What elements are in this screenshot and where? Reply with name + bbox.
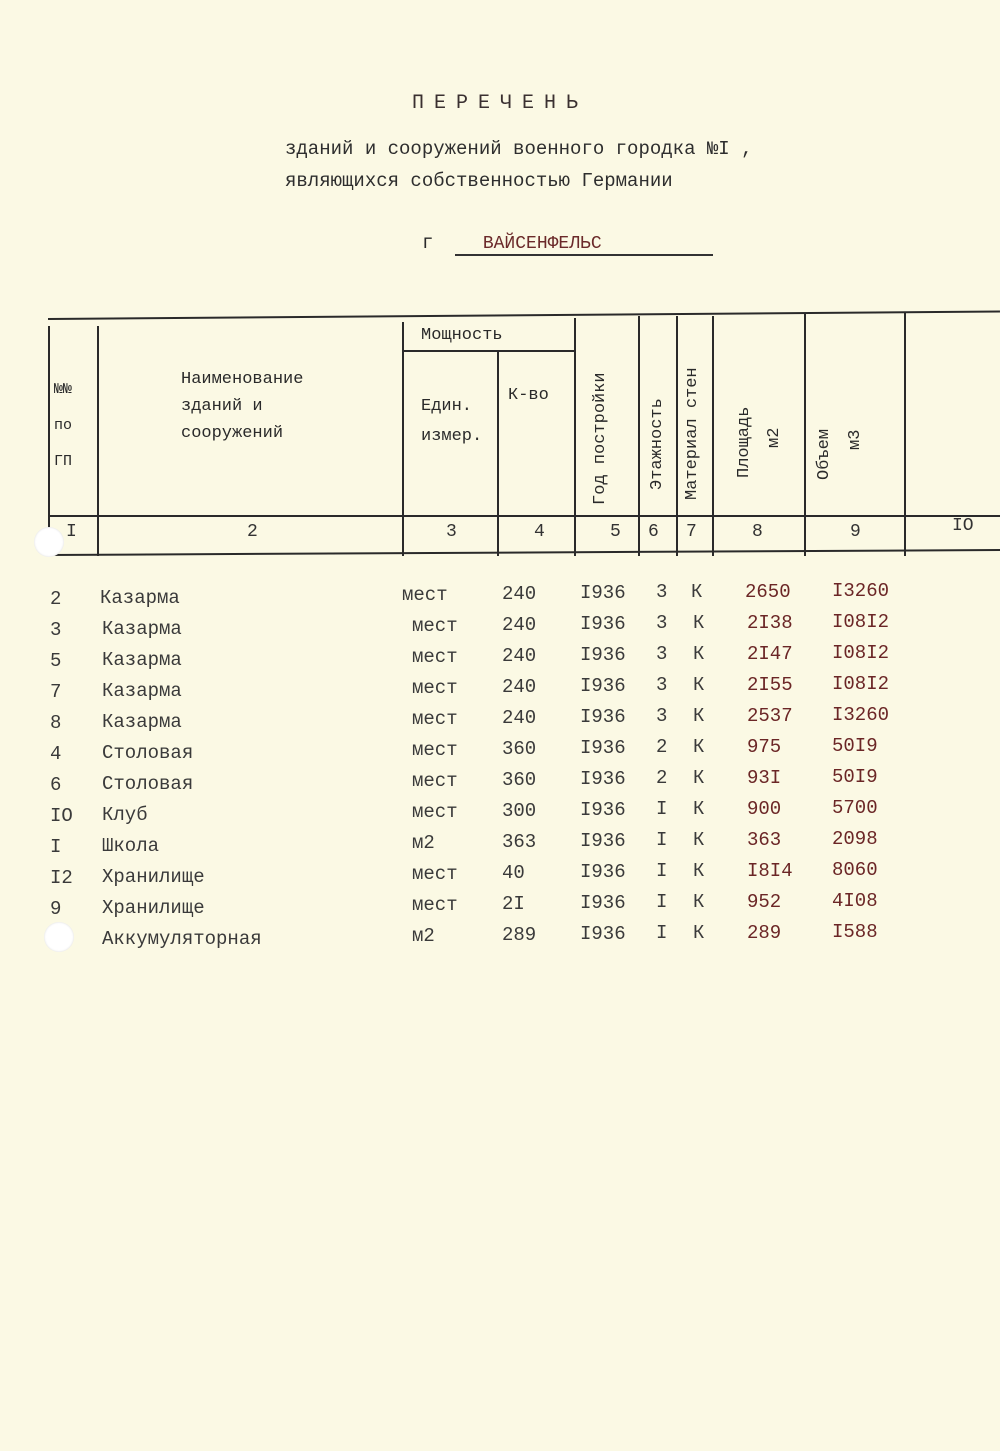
column-number: 2 (247, 522, 258, 542)
cell-unit: мест (412, 707, 458, 730)
cell-wall: К (693, 612, 705, 635)
header-year: Год постройки (591, 372, 610, 505)
column-number: 8 (752, 522, 763, 542)
header-volume-unit: м3 (846, 429, 865, 450)
cell-volume: 2098 (832, 827, 878, 850)
cell-area: 2650 (745, 580, 791, 603)
cell-unit: м2 (412, 924, 435, 947)
cell-area: 900 (747, 797, 782, 820)
cell-floors: I (656, 891, 668, 914)
header-unit: Един. измер. (421, 397, 483, 446)
cell-name: Казарма (102, 649, 182, 671)
header-area-unit: м2 (765, 427, 784, 448)
cell-wall: К (693, 860, 705, 883)
header-qty: К-во (508, 386, 549, 405)
cell-floors: 3 (656, 612, 668, 635)
cell-unit: мест (412, 893, 458, 916)
cell-floors: 3 (656, 643, 668, 666)
col-border-5 (638, 316, 640, 556)
capacity-divider (402, 350, 574, 352)
city-prefix: г (422, 232, 434, 254)
cell-area: 363 (747, 828, 782, 851)
cell-area: 2I55 (747, 673, 793, 696)
cell-name: Столовая (102, 773, 194, 795)
col-border-6 (676, 316, 678, 556)
cell-name: Казарма (102, 618, 182, 640)
cell-volume: I588 (832, 920, 878, 943)
cell-wall: К (693, 736, 705, 759)
cell-qty: 289 (502, 923, 537, 946)
cell-floors: I (656, 829, 668, 852)
header-name: Наименование зданий и сооружений (181, 370, 304, 443)
column-number: 9 (850, 522, 861, 542)
cell-qty: 2I (502, 892, 525, 915)
header-bottom-border (48, 515, 1000, 517)
cell-name: Школа (102, 835, 160, 857)
cell-no: 3 (50, 618, 62, 641)
cell-volume: 4I08 (832, 889, 878, 912)
cell-wall: К (693, 829, 705, 852)
col-border-4 (574, 318, 576, 556)
col-border-1 (97, 326, 99, 556)
cell-year: I936 (580, 737, 626, 760)
col-border-2 (402, 322, 404, 556)
cell-name: Хранилище (102, 897, 205, 919)
cell-unit: мест (412, 800, 458, 823)
cell-no: 2 (50, 587, 62, 610)
cell-volume: 50I9 (832, 734, 878, 757)
cell-area: 952 (747, 890, 782, 913)
cell-year: I936 (580, 892, 626, 915)
cell-volume: 5700 (832, 796, 878, 819)
header-capacity: Мощность (421, 326, 503, 345)
header-area-label: Площадь (735, 406, 754, 478)
cell-qty: 300 (502, 799, 537, 822)
cell-unit: мест (402, 583, 448, 606)
cell-volume: I08I2 (832, 610, 890, 633)
cell-unit: мест (412, 769, 458, 792)
header-floors: Этажность (648, 398, 667, 490)
cell-unit: мест (412, 862, 458, 885)
column-number: 3 (446, 522, 457, 542)
column-number: IO (952, 516, 974, 536)
cell-qty: 240 (502, 706, 537, 729)
cell-qty: 363 (502, 830, 537, 853)
column-number: 5 (610, 522, 621, 542)
cell-area: 93I (747, 766, 782, 789)
cell-wall: К (693, 705, 705, 728)
header-wall: Материал стен (683, 367, 702, 500)
column-number: I (66, 522, 77, 542)
city-line (422, 232, 713, 256)
table-top-border (48, 311, 1000, 320)
cell-unit: мест (412, 645, 458, 668)
cell-qty: 360 (502, 737, 537, 760)
cell-year: I936 (580, 613, 626, 636)
cell-volume: I08I2 (832, 672, 890, 695)
col-border-9 (904, 312, 906, 556)
cell-year: I936 (580, 644, 626, 667)
cell-year: I936 (580, 923, 626, 946)
cell-year: I936 (580, 675, 626, 698)
cell-floors: I (656, 798, 668, 821)
cell-wall: К (693, 643, 705, 666)
cell-year: I936 (580, 830, 626, 853)
cell-floors: I (656, 860, 668, 883)
cell-floors: 2 (656, 736, 668, 759)
cell-volume: I08I2 (832, 641, 890, 664)
cell-floors: I (656, 922, 668, 945)
cell-wall: К (693, 674, 705, 697)
cell-floors: 3 (656, 674, 668, 697)
cell-volume: 8060 (832, 858, 878, 881)
cell-qty: 240 (502, 644, 537, 667)
cell-no: 8 (50, 711, 62, 734)
cell-year: I936 (580, 582, 626, 605)
col-border-8 (804, 314, 806, 556)
cell-name: Аккумуляторная (102, 928, 262, 950)
cell-year: I936 (580, 706, 626, 729)
document-subtitle-line1: зданий и сооружений военного городка №I , (285, 138, 753, 160)
document-title: ПЕРЕЧЕНЬ (411, 92, 588, 115)
cell-name: Клуб (102, 804, 148, 826)
cell-area: 2I38 (747, 611, 793, 634)
cell-year: I936 (580, 799, 626, 822)
cell-name: Хранилище (102, 866, 205, 888)
cell-no: I2 (50, 866, 73, 889)
cell-unit: мест (412, 614, 458, 637)
cell-wall: К (691, 581, 703, 604)
cell-wall: К (693, 922, 705, 945)
cell-area: 2537 (747, 704, 793, 727)
cell-no: 6 (50, 773, 62, 796)
cell-area: 289 (747, 921, 782, 944)
cell-year: I936 (580, 861, 626, 884)
cell-wall: К (693, 891, 705, 914)
col-border-7 (712, 316, 714, 556)
cell-year: I936 (580, 768, 626, 791)
cell-qty: 40 (502, 861, 525, 884)
cell-unit: м2 (412, 831, 435, 854)
col-border-0 (48, 326, 50, 556)
cell-qty: 240 (502, 582, 537, 605)
column-number-bottom-border (48, 549, 1000, 556)
cell-unit: мест (412, 676, 458, 699)
cell-area: 975 (747, 735, 782, 758)
cell-volume: I3260 (832, 703, 890, 726)
punch-hole (34, 527, 64, 557)
cell-no: 5 (50, 649, 62, 672)
punch-hole (44, 922, 74, 952)
column-number: 4 (534, 522, 545, 542)
cell-volume: I3260 (832, 579, 890, 602)
cell-name: Казарма (102, 711, 182, 733)
cell-no: I (50, 835, 62, 858)
col-border-3 (497, 350, 499, 556)
cell-qty: 360 (502, 768, 537, 791)
cell-volume: 50I9 (832, 765, 878, 788)
cell-name: Казарма (100, 587, 180, 609)
cell-unit: мест (412, 738, 458, 761)
cell-name: Столовая (102, 742, 194, 764)
column-number: 7 (686, 522, 697, 542)
cell-area: 2I47 (747, 642, 793, 665)
city-name: ВАЙСЕНФЕЛЬС (455, 234, 713, 256)
cell-wall: К (693, 767, 705, 790)
cell-qty: 240 (502, 675, 537, 698)
document-subtitle-line2: являющихся собственностью Германии (285, 170, 673, 192)
cell-area: I8I4 (747, 859, 793, 882)
cell-qty: 240 (502, 613, 537, 636)
cell-no: 9 (50, 897, 62, 920)
cell-no: IO (50, 804, 73, 827)
header-no: №№ по ГП (54, 381, 73, 470)
cell-no: 4 (50, 742, 62, 765)
cell-floors: 3 (656, 705, 668, 728)
cell-floors: 3 (656, 581, 668, 604)
column-number: 6 (648, 522, 659, 542)
cell-no: 7 (50, 680, 62, 703)
cell-name: Казарма (102, 680, 182, 702)
header-volume-label: Объем (815, 428, 834, 480)
cell-wall: К (693, 798, 705, 821)
cell-floors: 2 (656, 767, 668, 790)
